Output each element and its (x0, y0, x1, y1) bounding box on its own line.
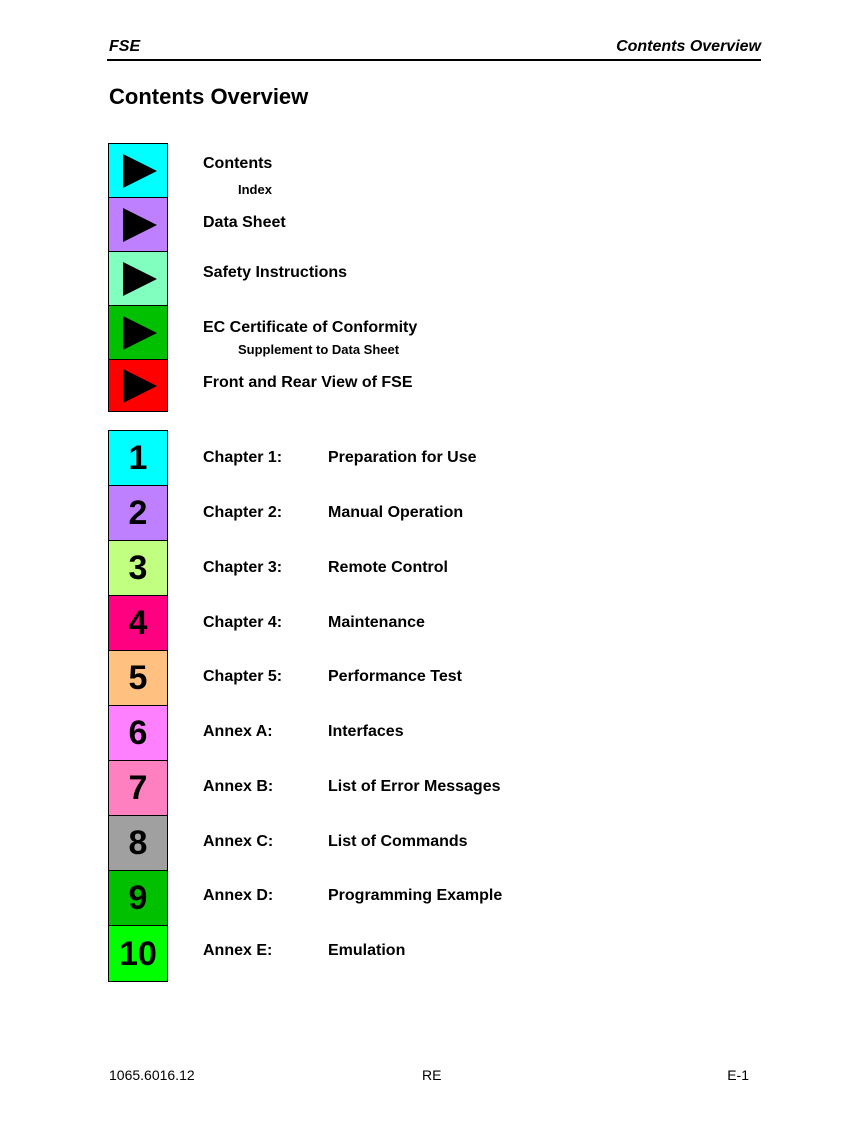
chapter-number: 1 (128, 439, 148, 477)
chapter-label[interactable]: Chapter 1: (203, 449, 283, 466)
chapter-title[interactable]: Manual Operation (328, 504, 464, 521)
header-product-name: FSE (109, 38, 141, 55)
chapter-tab-7[interactable] (108, 760, 168, 816)
chapter-title[interactable]: Interfaces (328, 723, 404, 740)
play-arrow-icon (123, 154, 157, 188)
chapter-tab-4[interactable] (108, 595, 168, 651)
section-tab-safety[interactable] (108, 251, 168, 306)
chapter-title[interactable]: Maintenance (328, 614, 425, 631)
play-arrow-icon (123, 369, 157, 403)
play-arrow-icon (123, 316, 157, 350)
chapter-label[interactable]: Chapter 2: (203, 504, 283, 521)
footer-revision: RE (422, 1067, 442, 1083)
chapter-tab-9[interactable] (108, 870, 168, 926)
chapter-label[interactable]: Chapter 3: (203, 559, 283, 576)
section-sub-index[interactable]: Index (238, 182, 272, 197)
section-title-ec-certificate[interactable]: EC Certificate of Conformity (203, 319, 418, 336)
chapter-label[interactable]: Chapter 5: (203, 668, 283, 685)
chapter-label[interactable]: Annex B: (203, 778, 274, 795)
chapter-tab-5[interactable] (108, 650, 168, 706)
chapter-number: 3 (128, 549, 148, 587)
chapter-number: 6 (128, 714, 148, 752)
section-title-contents[interactable]: Contents (203, 155, 273, 172)
chapter-label[interactable]: Annex C: (203, 833, 274, 850)
chapter-label[interactable]: Annex D: (203, 887, 274, 904)
chapter-title[interactable]: Emulation (328, 942, 406, 959)
chapter-tab-1[interactable] (108, 430, 168, 486)
chapter-title[interactable]: List of Commands (328, 833, 468, 850)
footer-page-number: E-1 (727, 1067, 749, 1083)
header-divider (107, 59, 761, 61)
chapter-label[interactable]: Annex A: (203, 723, 273, 740)
chapter-tab-2[interactable] (108, 485, 168, 541)
page-title: Contents Overview (109, 84, 309, 109)
chapter-number: 10 (119, 935, 157, 973)
section-sub-supplement[interactable]: Supplement to Data Sheet (238, 342, 400, 357)
chapter-title[interactable]: Remote Control (328, 559, 448, 576)
chapter-tab-3[interactable] (108, 540, 168, 596)
chapter-label[interactable]: Chapter 4: (203, 614, 283, 631)
header-section-name: Contents Overview (616, 38, 761, 55)
chapter-title[interactable]: Preparation for Use (328, 449, 477, 466)
section-title-data-sheet[interactable]: Data Sheet (203, 214, 286, 231)
chapter-number: 4 (128, 604, 148, 642)
chapter-title[interactable]: Performance Test (328, 668, 462, 685)
section-title-front-rear-view[interactable]: Front and Rear View of FSE (203, 374, 413, 391)
section-tab-contents[interactable] (108, 143, 168, 198)
section-title-safety[interactable]: Safety Instructions (203, 264, 348, 281)
section-tab-data-sheet[interactable] (108, 197, 168, 252)
section-tab-front-rear-view[interactable] (108, 359, 168, 412)
chapter-number: 2 (128, 494, 148, 532)
chapter-number: 9 (128, 879, 148, 917)
chapter-tab-10[interactable] (108, 925, 168, 982)
chapter-label[interactable]: Annex E: (203, 942, 273, 959)
chapter-tab-8[interactable] (108, 815, 168, 871)
chapter-number: 5 (128, 659, 148, 697)
section-tab-ec-certificate[interactable] (108, 305, 168, 360)
play-arrow-icon (123, 208, 157, 242)
footer-document-number: 1065.6016.12 (109, 1067, 195, 1083)
play-arrow-icon (123, 262, 157, 296)
chapter-title[interactable]: Programming Example (328, 887, 503, 904)
chapter-title[interactable]: List of Error Messages (328, 778, 501, 795)
chapter-tab-6[interactable] (108, 705, 168, 761)
chapter-number: 8 (128, 824, 148, 862)
chapter-number: 7 (128, 769, 148, 807)
